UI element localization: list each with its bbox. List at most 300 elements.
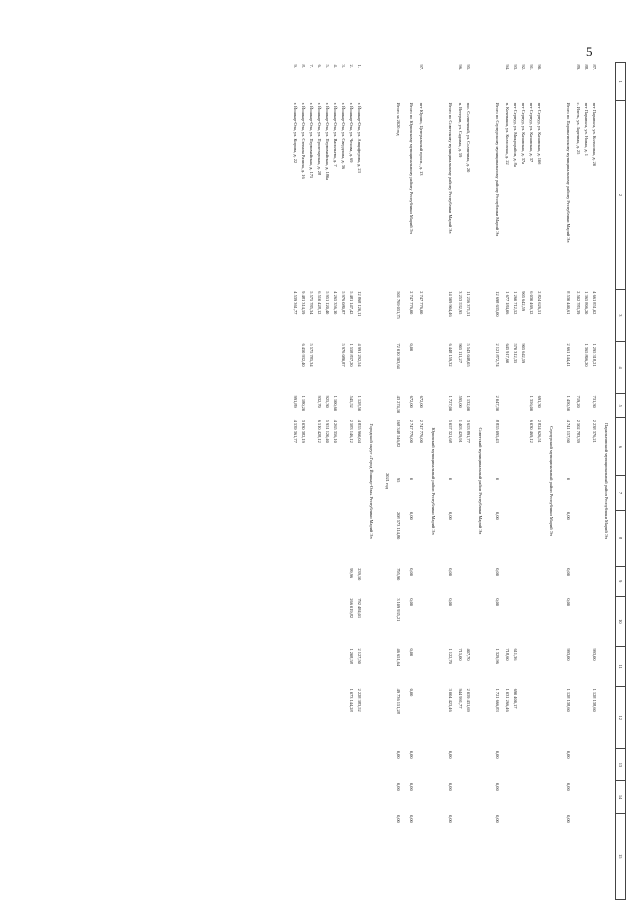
table-row (330, 63, 338, 900)
cell-col-13 (314, 749, 322, 781)
table-row (510, 63, 518, 900)
cell-col-10 (306, 596, 314, 646)
table-row (322, 63, 330, 900)
table-row (314, 63, 322, 900)
cell-col-9: 795,90 (396, 568, 401, 581)
cell-col-11 (306, 646, 314, 686)
cell-col-4: 6 450 932,40 (301, 343, 306, 367)
cell-col-6: 4 741 157,60 (566, 419, 571, 443)
cell-col-15 (581, 813, 589, 899)
cell-col-4 (534, 341, 542, 393)
cell-col-12 (581, 687, 589, 749)
cell-col-3: 8 530 440,61 (566, 291, 571, 315)
cell-col-9 (330, 566, 338, 596)
cell-col-12 (534, 687, 542, 749)
cell-col-11: 46 651,64 (396, 648, 401, 667)
total-row (560, 63, 573, 900)
cell-col-5 (510, 394, 518, 418)
cell-col-12 (330, 687, 338, 749)
cell-col-8 (322, 510, 330, 566)
cell-col-8 (306, 510, 314, 566)
cell-col-13 (455, 749, 463, 781)
section-heading-row (542, 63, 560, 900)
cell-col-5: 1 100,60 (333, 395, 338, 412)
cell-col-12: 0,00 (409, 688, 414, 697)
cell-col-13 (298, 749, 306, 781)
cell-col-6 (581, 418, 589, 476)
column-header-3: 3 (616, 289, 626, 341)
cell-col-6 (502, 418, 510, 476)
cell-col-13 (346, 749, 354, 781)
cell-col-5: 672,00 (409, 395, 414, 408)
cell-col-3: 11 256 371,51 (466, 291, 471, 317)
cell-col-3: 5 575 785,34 (309, 291, 314, 315)
table-row (573, 63, 581, 900)
cell-col-5: 691,30 (537, 395, 542, 408)
table-row (463, 63, 471, 900)
cell-col-10 (322, 596, 330, 646)
cell-col-10 (518, 596, 526, 646)
cell-col-15 (290, 813, 298, 899)
cell-col-11 (330, 646, 338, 686)
cell-col-15 (573, 813, 581, 899)
cell-col-11: 611,36 (513, 648, 518, 661)
total-row (442, 63, 455, 900)
cell-col-6: 3 030 382,19 (301, 419, 306, 443)
cell-col-8 (338, 510, 346, 566)
cell-col-8 (346, 510, 354, 566)
cell-col-7 (510, 476, 518, 510)
cell-col-7: 0 (448, 477, 453, 481)
cell-col-12 (322, 687, 330, 749)
cell-col-15 (330, 813, 338, 899)
cell-col-3: 6 030 469,12 (529, 291, 534, 315)
cell-col-4: 5 575 785,34 (309, 343, 314, 367)
cell-col-12: 2 228 383,52 (357, 688, 362, 712)
cell-col-15 (526, 813, 534, 899)
cell-col-7 (314, 476, 322, 510)
cell-col-1: 96. (458, 64, 463, 70)
cell-col-2: пгт Сернур, ул. Казанская, д. 10б (537, 102, 542, 165)
table-row (338, 63, 346, 900)
cell-col-8: 208 573 114,80 (396, 512, 401, 540)
cell-col-11: 1 329,96 (495, 648, 500, 664)
cell-col-12: 1 721 666,83 (495, 688, 500, 712)
cell-col-14 (573, 781, 581, 813)
cell-col-11: 2 127,50 (357, 648, 362, 664)
cell-col-4 (573, 341, 581, 393)
cell-col-8 (510, 510, 518, 566)
cell-col-1 (489, 63, 502, 101)
cell-col-9 (581, 566, 589, 596)
cell-col-8 (354, 510, 362, 566)
cell-col-9 (322, 566, 330, 596)
cell-col-7 (416, 476, 424, 510)
cell-col-15 (338, 813, 346, 899)
cell-col-10 (416, 596, 424, 646)
cell-col-14: 0,00 (566, 782, 571, 791)
cell-col-7 (518, 476, 526, 510)
cell-col-8 (502, 510, 510, 566)
cell-col-5: 595,00 (458, 395, 463, 408)
cell-col-3: 12 868 120,11 (357, 291, 362, 317)
cell-col-8 (455, 510, 463, 566)
cell-col-9: 99,96 (349, 568, 354, 579)
section-heading: Советский муниципальный район Республики Марий Эл (478, 427, 483, 535)
cell-col-11: 715,00 (458, 648, 463, 661)
cell-col-9 (455, 566, 463, 596)
cell-col-8: 0,00 (566, 512, 571, 520)
repair-register-table (290, 62, 626, 900)
cell-col-6: 4 539 361,77 (293, 419, 298, 443)
cell-col-7 (502, 476, 510, 510)
cell-col-5: 545,52 (349, 395, 354, 408)
cell-col-5: 991,89 (293, 395, 298, 408)
cell-col-14: 0,00 (396, 782, 401, 791)
cell-col-8 (416, 510, 424, 566)
cell-col-1 (390, 63, 403, 101)
cell-col-9 (298, 566, 306, 596)
cell-col-5: 1 180,20 (301, 395, 306, 412)
cell-col-2: г. Йошкар-Ола, ул. Первомайская, д. 180а (325, 102, 330, 181)
cell-col-2: г. Йошкар-Ола, ул. Первомайская, д. 175 (309, 102, 314, 179)
cell-col-2: пгт Сернур, ул. Казанская, д. 37 (529, 102, 534, 163)
cell-col-2: г. Йошкар-Ола, ул. Степана Разина, д. 16 (301, 102, 306, 179)
cell-col-11 (290, 646, 298, 686)
year-heading: 2021 год (385, 473, 390, 489)
cell-col-14 (338, 781, 346, 813)
section-heading: Параньгинский муниципальный район Республики Марий Эл (604, 423, 609, 539)
cell-col-1: 97. (419, 64, 424, 70)
cell-col-6 (306, 418, 314, 476)
cell-col-2: г. Йошкар-Ола, ул. Васильева, д. 7 (333, 102, 338, 167)
cell-col-11: 1 122,70 (448, 648, 453, 664)
cell-col-10 (510, 596, 518, 646)
cell-col-4: 4 991 292,54 (357, 343, 362, 367)
cell-col-3: 6 510 428,12 (317, 291, 322, 315)
cell-col-13 (534, 749, 542, 781)
table-row (298, 63, 306, 900)
cell-col-10 (463, 596, 471, 646)
cell-col-10: 3 109 935,21 (396, 598, 401, 622)
column-header-1: 1 (616, 63, 626, 101)
cell-col-5: 672,00 (419, 395, 424, 408)
cell-col-1: 90. (537, 64, 542, 70)
cell-col-9 (510, 566, 518, 596)
cell-col-9 (589, 566, 597, 596)
cell-col-6: 5 951 120,40 (325, 419, 330, 443)
cell-col-13 (306, 749, 314, 781)
cell-col-13 (589, 749, 597, 781)
cell-col-5: 932,70 (317, 395, 322, 408)
cell-col-6: 4 855 960,04 (357, 419, 362, 443)
cell-col-9 (416, 566, 424, 596)
cell-col-4: 905 642,59 (521, 343, 526, 364)
cell-col-4: 570 312,35 (513, 343, 518, 364)
cell-col-12 (573, 687, 581, 749)
cell-col-12 (518, 687, 526, 749)
cell-col-1: 88. (584, 64, 589, 70)
column-header-10: 10 (616, 596, 626, 646)
cell-col-12: 1 031 266,46 (505, 688, 510, 712)
cell-col-15 (463, 813, 471, 899)
cell-col-7 (526, 476, 534, 510)
cell-col-15 (416, 813, 424, 899)
rotated-table-frame (111, 62, 626, 900)
cell-col-7 (354, 476, 362, 510)
cell-col-2: г. Йошкар-Ола, ул. Кирова, д. 22 (293, 102, 298, 164)
cell-col-7 (306, 476, 314, 510)
cell-col-1: 1. (357, 64, 362, 68)
cell-col-7 (338, 476, 346, 510)
cell-col-13 (510, 749, 518, 781)
cell-col-1: 7. (309, 64, 314, 68)
cell-col-15 (314, 813, 322, 899)
column-header-6: 6 (616, 418, 626, 476)
cell-col-12: 3 004 423,46 (448, 688, 453, 712)
cell-col-10 (314, 596, 322, 646)
cell-col-14 (416, 781, 424, 813)
cell-col-2: пгт Сернур, ул. Микрорайон, д. 8а (513, 102, 518, 167)
cell-col-11: 0,00 (409, 648, 414, 657)
cell-col-3: 14 509 904,46 (448, 291, 453, 317)
cell-col-5 (306, 394, 314, 418)
cell-col-1: 9. (293, 64, 298, 68)
cell-col-6 (338, 418, 346, 476)
table-row (354, 63, 362, 900)
cell-col-14: 0,00 (409, 782, 414, 791)
table-row (526, 63, 534, 900)
cell-col-4: 2 661 144,41 (566, 343, 571, 367)
cell-col-9: 0,00 (409, 568, 414, 576)
cell-col-6 (518, 418, 526, 476)
cell-col-15 (534, 813, 542, 899)
column-header-2: 2 (616, 101, 626, 290)
cell-col-12: 2 059 431,69 (466, 688, 471, 712)
cell-col-11 (581, 646, 589, 686)
cell-col-9 (314, 566, 322, 596)
cell-col-11 (314, 646, 322, 686)
cell-col-1: 8. (301, 64, 306, 68)
cell-col-4: 0,00 (409, 343, 414, 352)
cell-col-10: 0,00 (448, 598, 453, 606)
cell-col-8: 0,00 (495, 512, 500, 520)
column-header-7: 7 (616, 476, 626, 510)
cell-col-1: 3. (341, 64, 346, 68)
cell-col-12: 690 400,17 (513, 688, 518, 709)
cell-col-15 (322, 813, 330, 899)
cell-col-14 (346, 781, 354, 813)
cell-col-12: 1 128 138,60 (566, 688, 571, 712)
cell-col-7: 0 (495, 477, 500, 481)
page-number: 5 (586, 44, 593, 59)
cell-col-6: 168 348 546,82 (396, 419, 401, 448)
rotated-table-canvas (111, 62, 626, 900)
column-header-5: 5 (616, 394, 626, 418)
cell-col-1 (403, 63, 416, 101)
cell-col-9 (463, 566, 471, 596)
cell-col-2: пгт Параньга, ул. Колхозная, д. 20 (592, 102, 597, 167)
cell-col-4: 6 448 159,32 (448, 343, 453, 367)
cell-col-2: п. Ветеран, ул. Садовая, д. 59 (458, 102, 463, 158)
cell-col-7 (581, 476, 589, 510)
cell-col-13 (518, 749, 526, 781)
column-header-4: 4 (616, 341, 626, 393)
cell-col-11 (338, 646, 346, 686)
cell-col-6: 3 653 891,77 (466, 419, 471, 443)
cell-col-4: 645 917,60 (505, 343, 510, 364)
cell-col-10: 0,00 (566, 598, 571, 606)
cell-col-10 (290, 596, 298, 646)
cell-col-6: 2 747 776,00 (419, 419, 424, 443)
cell-col-11 (534, 646, 542, 686)
cell-col-13 (463, 749, 471, 781)
cell-col-5: 2 047,30 (495, 395, 500, 412)
cell-col-13: 0,00 (396, 750, 401, 759)
cell-col-1: 92. (521, 64, 526, 70)
cell-col-10 (534, 596, 542, 646)
cell-col-12 (306, 687, 314, 749)
cell-col-3: 5 951 120,40 (325, 291, 330, 315)
cell-col-11 (518, 646, 526, 686)
cell-col-12 (338, 687, 346, 749)
cell-col-4: 1 558 837,20 (349, 343, 354, 367)
cell-col-4: 1 365 806,20 (584, 343, 589, 367)
cell-col-8: 0,00 (448, 512, 453, 520)
cell-col-6: 6 510 428,12 (317, 419, 322, 443)
cell-col-14 (330, 781, 338, 813)
cell-col-7: 95 (396, 477, 401, 483)
cell-col-9: 0,00 (495, 568, 500, 576)
cell-col-10 (338, 596, 346, 646)
cell-col-7 (573, 476, 581, 510)
cell-col-5 (581, 394, 589, 418)
cell-col-3: 2 747 776,00 (419, 291, 424, 315)
cell-col-3: 4 539 361,77 (293, 291, 298, 315)
cell-col-2: пгт Сернур, ул. Казанская, д. 37а (521, 102, 526, 165)
cell-col-14 (322, 781, 330, 813)
cell-col-5: 1 356,00 (529, 395, 534, 412)
cell-col-3: 4 661 851,02 (592, 291, 597, 315)
cell-col-7 (346, 476, 354, 510)
cell-col-3: 3 253 532,95 (458, 291, 463, 315)
cell-col-6: 2 502 783,39 (576, 419, 581, 443)
cell-col-14 (526, 781, 534, 813)
cell-col-5: 719,20 (576, 395, 581, 408)
table-row (502, 63, 510, 900)
cell-col-6: 2 583 146,12 (349, 419, 354, 443)
year-heading-row (380, 63, 390, 900)
cell-col-6: 4 265 356,10 (333, 419, 338, 443)
cell-col-14 (290, 781, 298, 813)
cell-col-12: 49 736 151,28 (396, 688, 401, 714)
cell-col-14 (510, 781, 518, 813)
cell-col-14 (502, 781, 510, 813)
cell-col-13 (322, 749, 330, 781)
section-heading: Юринский муниципальный район Республики Марий Эл (431, 427, 436, 535)
cell-col-2: г. Йошкар-Ола, ул. Пролетарская, д. 28 (317, 102, 322, 176)
cell-col-3: 5 481 147,42 (349, 291, 354, 315)
cell-col-1: 6. (317, 64, 322, 68)
cell-col-1 (560, 63, 573, 101)
cell-col-4: 72 010 303,64 (396, 343, 401, 369)
cell-col-10 (502, 596, 510, 646)
cell-col-14 (463, 781, 471, 813)
cell-col-4: 905 111,27 (458, 343, 463, 363)
cell-col-14: 0,00 (495, 782, 500, 791)
cell-col-3: 1 677 184,06 (505, 291, 510, 315)
cell-col-10: 0,00 (495, 598, 500, 606)
cell-col-3: 905 642,59 (521, 291, 526, 312)
cell-col-3: 1 365 806,20 (584, 291, 589, 315)
cell-col-2: Итого за 2020 год (396, 102, 401, 136)
cell-col-12 (290, 687, 298, 749)
cell-col-2: Итого по Советскому муниципальному району Республики Марий Эл (448, 102, 453, 234)
cell-col-7 (290, 476, 298, 510)
cell-col-14: 0,00 (448, 782, 453, 791)
cell-col-2: Итого по Сернурскому муниципальному району Республики Марий Эл (495, 102, 500, 237)
cell-col-13: 0,00 (448, 750, 453, 759)
cell-col-1: 89. (576, 64, 581, 70)
cell-col-5: 925,30 (325, 395, 330, 408)
cell-col-9 (290, 566, 298, 596)
cell-col-13 (330, 749, 338, 781)
cell-col-6: 8 855 095,43 (495, 419, 500, 443)
table-row (455, 63, 463, 900)
cell-col-5: 1 450,50 (566, 395, 571, 412)
cell-col-15 (354, 813, 362, 899)
cell-col-7: 0 (409, 477, 414, 481)
cell-col-7: 0 (566, 477, 571, 481)
table-row (581, 63, 589, 900)
cell-col-14 (581, 781, 589, 813)
cell-col-4: 5 976 080,87 (341, 343, 346, 367)
cell-col-8 (589, 510, 597, 566)
cell-col-1: 93. (513, 64, 518, 70)
column-header-14: 14 (616, 781, 626, 813)
table-row (518, 63, 526, 900)
cell-col-15: 0,00 (396, 815, 401, 823)
cell-col-2: п. Кочеваши, ул. Колхозная, д. 22 (505, 102, 510, 165)
cell-col-8 (330, 510, 338, 566)
cell-col-11: 718,60 (505, 648, 510, 661)
cell-col-3: 12 698 635,00 (495, 291, 500, 317)
column-header-8: 8 (616, 510, 626, 566)
section-heading-row (362, 63, 380, 900)
cell-col-8 (534, 510, 542, 566)
cell-col-15 (502, 813, 510, 899)
cell-col-14 (534, 781, 542, 813)
cell-col-2: пгт Параньга, ул. Новая, д. 1 (584, 102, 589, 156)
cell-col-3: 5 976 080,87 (341, 291, 346, 315)
cell-col-3: 4 265 356,10 (333, 291, 338, 315)
column-header-12: 12 (616, 687, 626, 749)
cell-col-6: 1 403 429,91 (458, 419, 463, 443)
cell-col-1: 94. (505, 64, 510, 70)
cell-col-5 (338, 394, 346, 418)
table-body (290, 63, 616, 900)
cell-col-9: 239,10 (357, 568, 362, 581)
cell-col-1: 5. (325, 64, 330, 68)
cell-col-13 (354, 749, 362, 781)
cell-col-13 (526, 749, 534, 781)
cell-col-7 (463, 476, 471, 510)
cell-col-13: 0,00 (495, 750, 500, 759)
column-number-header-row (616, 63, 626, 900)
cell-col-2: Итого по Юринскому муниципальному району Республики Марий Эл (409, 102, 414, 234)
cell-col-10: 0,00 (409, 598, 414, 606)
cell-col-8 (290, 510, 298, 566)
